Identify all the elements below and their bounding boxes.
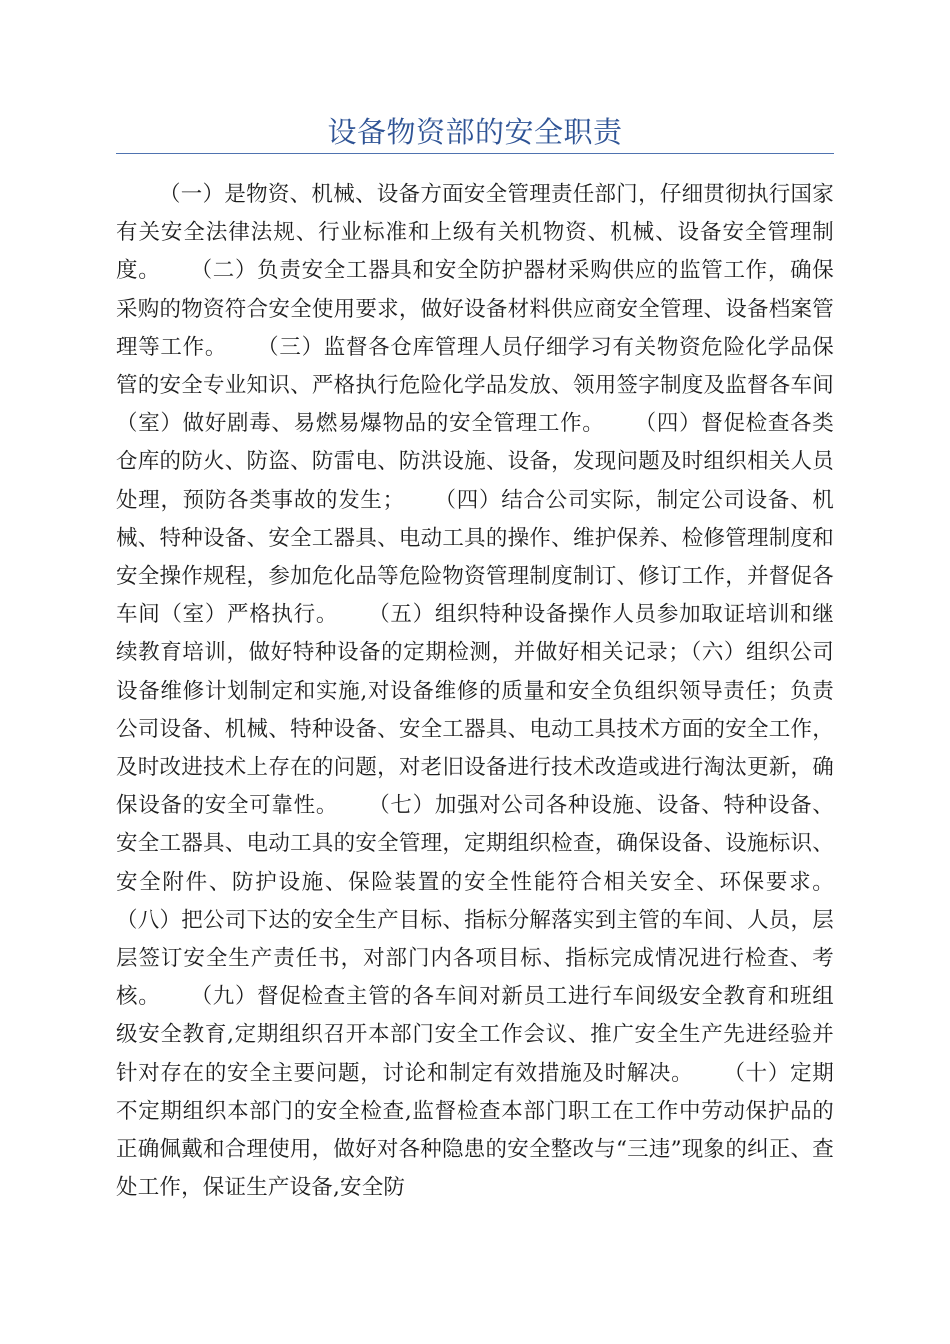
document-body-paragraph: （一）是物资、机械、设备方面安全管理责任部门，仔细贯彻执行国家有关安全法律法规、行业标准和上级有关机物资、机械、设备安全管理制度。 （二）负责安全工器具和安全防护器材采购供应的监管工作，确保采购的物资符合安全使用要求，做好设备材料供应商安全管理、设备档案管理等工作。 （三）监督各仓库管理人员仔细学习有关物资危险化学品保管的安全专业知识、严格执行危险化学品发放、领用签字制度及监督各车间（室）做好剧毒、易燃易爆物品的安全管理工作。 （四）督促检查各类仓库的防火、防盗、防雷电、防洪设施、设备，发现问题及时组织相关人员处理，预防各类事故的发生； （四）结合公司实际，制定公司设备、机械、特种设备、安全工器具、电动工具的操作、维护保养、检修管理制度和安全操作规程，参加危化品等危险物资管理制度制订、修订工作，并督促各车间（室）严格执行。 （五）组织特种设备操作人员参加取证培训和继续教育培训，做好特种设备的定期检测，并做好相关记录；（六）组织公司设备维修计划制定和实施,对设备维修的质量和安全负组织领导责任；负责公司设备、机械、特种设备、安全工器具、电动工具技术方面的安全工作，及时改进技术上存在的问题，对老旧设备进行技术改造或进行淘汰更新，确保设备的安全可靠性。 （七）加强对公司各种设施、设备、特种设备、安全工器具、电动工具的安全管理，定期组织检查，确保设备、设施标识、安全附件、防护设施、保险装置的安全性能符合相关安全、环保要求。 （八）把公司下达的安全生产目标、指标分解落实到主管的车间、人员，层层签订安全生产责任书，对部门内各项目标、指标完成情况进行检查、考核。 （九）督促检查主管的各车间对新员工进行车间级安全教育和班组级安全教育,定期组织召开本部门安全工作会议、推广安全生产先进经验并针对存在的安全主要问题，讨论和制定有效措施及时解决。 （十）定期不定期组织本部门的安全检查,监督检查本部门职工在工作中劳动保护品的正确佩戴和合理使用，做好对各种隐患的安全整改与“三违”现象的纠正、查处工作，保证生产设备,安全防 [116,182,863,1201]
document-title: 设备物资部的安全职责 [327,115,623,149]
title-underline [116,153,834,154]
